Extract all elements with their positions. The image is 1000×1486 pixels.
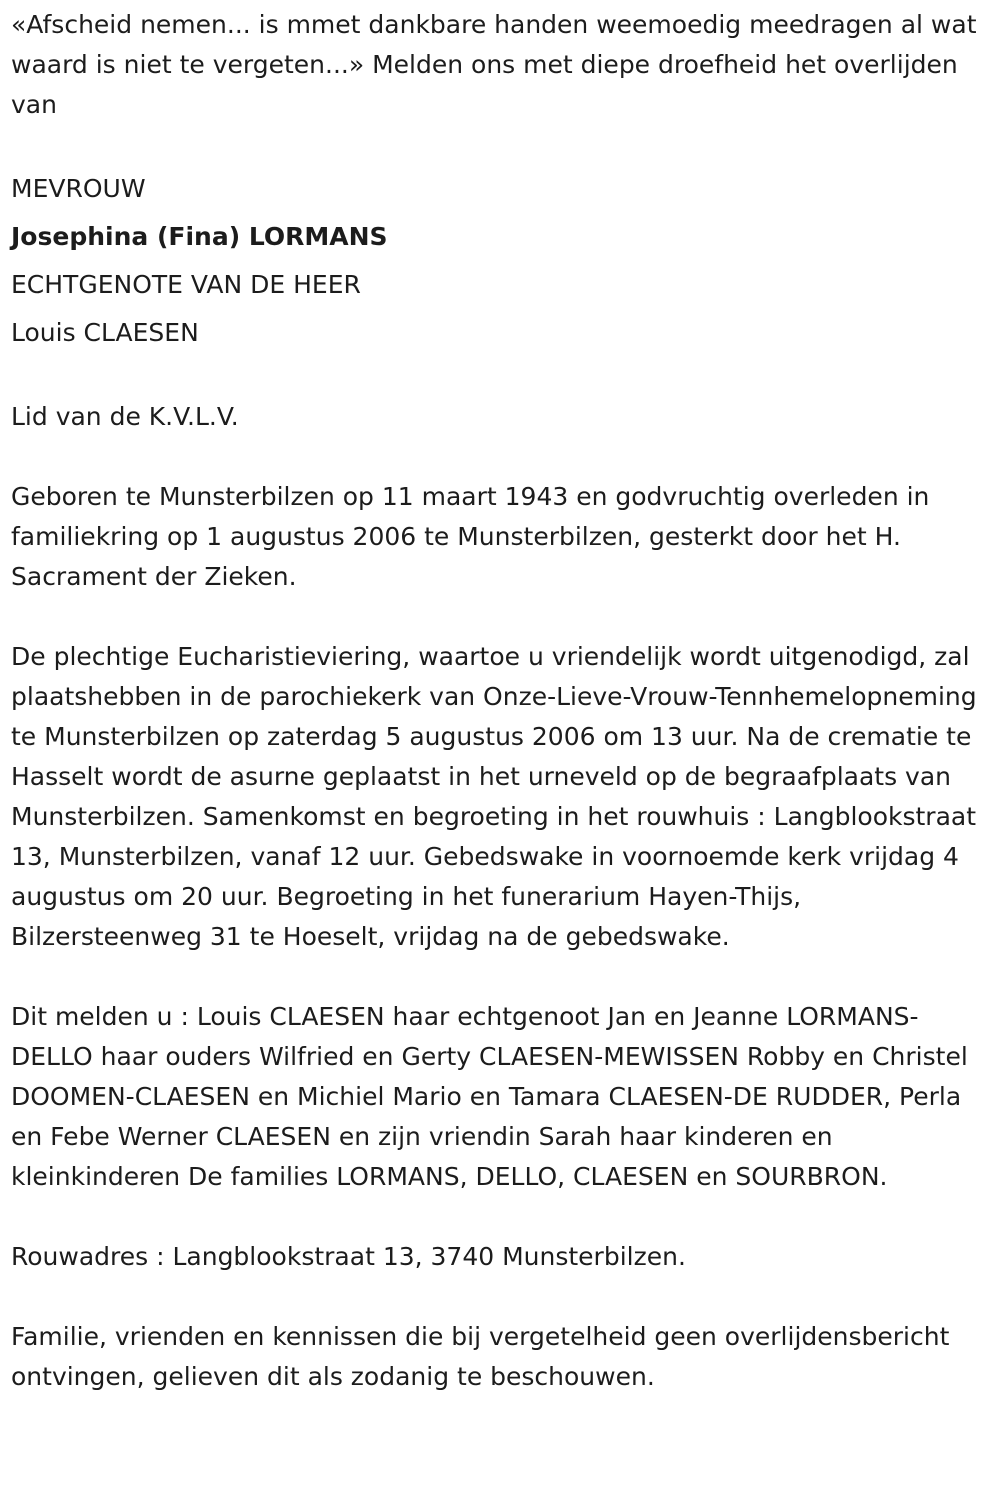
closing-text: Familie, vrienden en kennissen die bij vergetelheid geen overlijdensbericht ontvingen, gelieven dit als zodanig te beschouwen. [11, 1322, 950, 1391]
deceased-name: Josephina (Fina) LORMANS [11, 222, 388, 251]
title-prefix: MEVROUW [11, 174, 146, 203]
ceremony-text: De plechtige Eucharistieviering, waartoe u vriendelijk wordt uitgenodigd, zal plaatshebben in de parochiekerk van Onze-Lieve-Vrouw-Tennhemelopneming te Munsterbilzen op zaterdag 5 augustus 2006 om 13 uur. Na de crematie te Hasselt wordt de asurne geplaatst in het urneveld op de begraafplaats van Munsterbilzen. Samenkomst en begroeting in het rouwhuis : Langblookstraat 13, Munsterbilzen, vanaf 12 uur. Gebedswake in voornoemde kerk vrijdag 4 augustus om 20 uur. Begroeting in het funerarium Hayen-Thijs, Bilzersteenweg 31 te Hoeselt, vrijdag na de gebedswake. [11, 642, 977, 951]
birth-death-text: Geboren te Munsterbilzen op 11 maart 1943 en godvruchtig overleden in familiekring op 1 augustus 2006 te Munsterbilzen, gesterkt door het H. Sacrament der Zieken. [11, 482, 930, 591]
deceased-header [11, 165, 991, 357]
address-text: Rouwadres : Langblookstraat 13, 3740 Munsterbilzen. [11, 1242, 686, 1271]
family-text: Dit melden u : Louis CLAESEN haar echtgenoot Jan en Jeanne LORMANS-DELLO haar ouders Wilfried en Gerty CLAESEN-MEWISSEN Robby en Christel DOOMEN-CLAESEN en Michiel Mario en Tamara CLAESEN-DE RUDDER, Perla en Febe Werner CLAESEN en zijn vriendin Sarah haar kinderen en kleinkinderen De families LORMANS, DELLO, CLAESEN en SOURBRON. [11, 1002, 968, 1191]
membership-text: Lid van de K.V.L.V. [11, 402, 239, 431]
obituary-notice [11, 5, 991, 1397]
spouse-name: Louis CLAESEN [11, 318, 199, 347]
intro-text: «Afscheid nemen... is mmet dankbare handen weemoedig meedragen al wat waard is niet te vergeten...» Melden ons met diepe droefheid het overlijden van [11, 10, 977, 119]
spouse-label: ECHTGENOTE VAN DE HEER [11, 270, 361, 299]
